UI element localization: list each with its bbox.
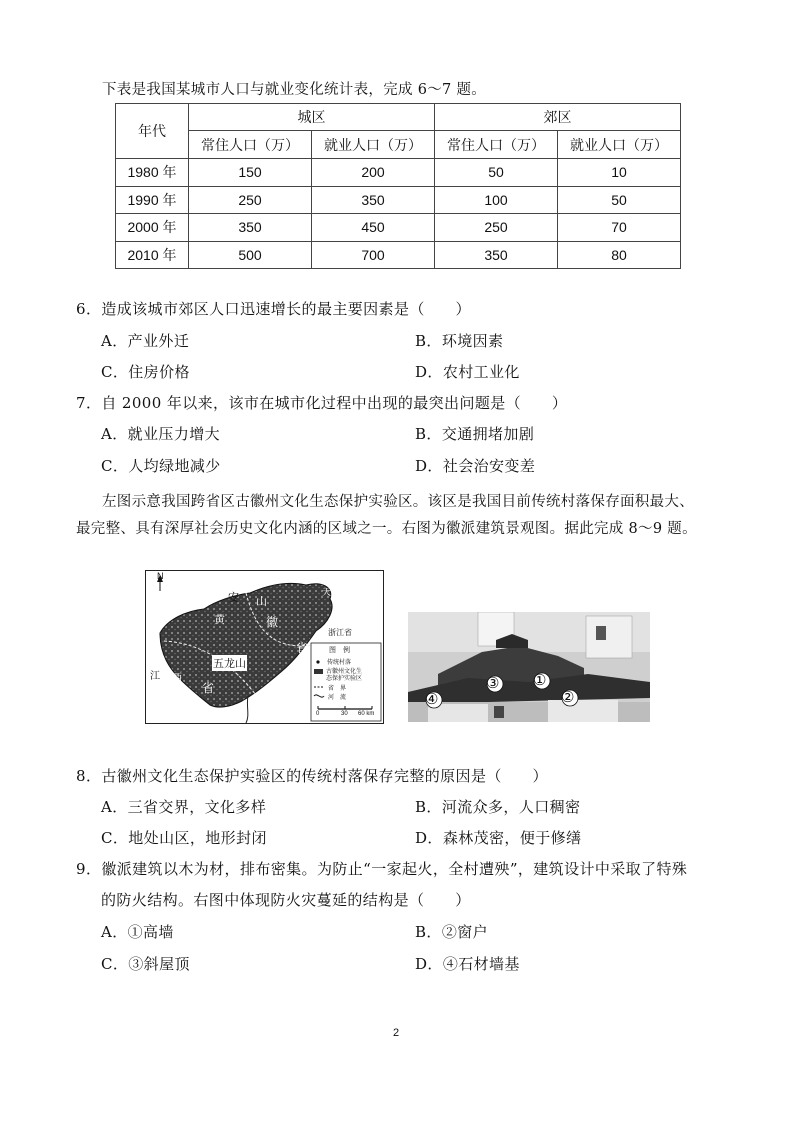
huizhou-architecture-photo [408, 612, 650, 722]
table-row [116, 241, 681, 269]
label-anhui-1: 安 [228, 591, 239, 604]
legend-zone-symbol [314, 669, 323, 674]
question-8-option-d[interactable]: D．森林茂密，便于修缮 [415, 829, 582, 847]
label-sheng-1: 省 [296, 641, 309, 655]
label-xi: 西 [172, 673, 182, 684]
question-9-stem-line-2: 的防火结构。右图中体现防火灾蔓延的结构是（ ） [101, 891, 471, 909]
scale-label-60: 60 km [358, 711, 375, 717]
photo-marker-1: ① [533, 671, 547, 689]
legend-village-label: 传统村落 [327, 659, 352, 666]
cell-year: 2010 年 [116, 241, 189, 269]
cell-suburb-employed: 80 [558, 241, 681, 269]
cell-suburb-resident: 350 [435, 241, 558, 269]
cell-year: 1980 年 [116, 159, 189, 187]
cell-suburb-resident: 50 [435, 159, 558, 187]
header-suburb-resident: 常住人口（万） [435, 131, 558, 159]
legend-title: 图 例 [329, 646, 350, 654]
cell-suburb-employed: 70 [558, 214, 681, 242]
question-8-stem: 8．古徽州文化生态保护实验区的传统村落保存完整的原因是（ ） [76, 767, 548, 785]
question-9-option-c[interactable]: C．③斜屋顶 [101, 955, 190, 973]
question-6-stem: 6．造成该城市郊区人口迅速增长的最主要因素是（ ） [76, 300, 471, 318]
question-7-option-b[interactable]: B．交通拥堵加剧 [415, 425, 535, 443]
table-row [116, 186, 681, 214]
question-6-option-c[interactable]: C．住房价格 [101, 363, 190, 381]
river [246, 695, 248, 723]
question-6-option-a[interactable]: A．产业外迁 [101, 332, 190, 350]
question-7-option-d[interactable]: D．社会治安变差 [415, 457, 536, 475]
cell-urban-employed: 350 [312, 186, 435, 214]
table-row [116, 159, 681, 187]
question-8-option-a[interactable]: A．三省交界，文化多样 [101, 798, 267, 816]
cell-urban-employed: 700 [312, 241, 435, 269]
page-number: 2 [393, 1027, 400, 1039]
header-suburb: 郊区 [435, 104, 681, 131]
cell-year: 1990 年 [116, 186, 189, 214]
legend-zone-label-2: 态保护实验区 [326, 675, 363, 682]
question-9-stem-line-1: 9．徽派建筑以木为材，排布密集。为防止“一家起火，全村遭殃”，建筑设计中采取了特殊 [76, 860, 688, 878]
header-urban-employed: 就业人口（万） [312, 131, 435, 159]
cell-suburb-employed: 10 [558, 159, 681, 187]
question-9-option-a[interactable]: A．①高墙 [101, 923, 174, 941]
figure-intro-line-1: 左图示意我国跨省区古徽州文化生态保护实验区。该区是我国目前传统村落保存面积最大、 [102, 494, 694, 510]
photo-marker-3: ③ [486, 674, 500, 692]
scale-label-0: 0 [316, 711, 320, 717]
label-jiang: 江 [150, 671, 160, 682]
question-9-option-d[interactable]: D．④石材墙基 [415, 955, 520, 973]
cell-urban-resident: 350 [189, 214, 312, 242]
cell-urban-resident: 500 [189, 241, 312, 269]
north-label: N [157, 571, 164, 581]
population-table [115, 103, 681, 269]
cell-suburb-resident: 100 [435, 186, 558, 214]
figure-intro-line-2: 最完整、具有深厚社会历史文化内涵的区域之一。右图为徽派建筑景观图。据此完成 8～9 题。 [76, 521, 697, 537]
question-7-option-c[interactable]: C．人均绿地减少 [101, 457, 221, 475]
cell-urban-employed: 200 [312, 159, 435, 187]
question-6-option-b[interactable]: B．环境因素 [415, 332, 504, 350]
cell-urban-employed: 450 [312, 214, 435, 242]
photo-marker-4: ④ [425, 690, 439, 708]
cell-year: 2000 年 [116, 214, 189, 242]
table-row [116, 214, 681, 242]
legend-village-symbol [316, 660, 319, 663]
legend-zone-label-1: 古徽州文化生 [326, 668, 363, 675]
label-huang-2: 山 [256, 595, 267, 608]
cell-suburb-employed: 50 [558, 186, 681, 214]
header-year: 年代 [116, 104, 189, 159]
question-9-option-b[interactable]: B．②窗户 [415, 923, 489, 941]
table-intro: 下表是我国某城市人口与就业变化统计表，完成 6～7 题。 [102, 82, 487, 98]
header-suburb-employed: 就业人口（万） [558, 131, 681, 159]
cell-suburb-resident: 250 [435, 214, 558, 242]
label-hui: 徽 [266, 615, 279, 629]
header-urban-resident: 常住人口（万） [189, 131, 312, 159]
question-7-option-a[interactable]: A．就业压力增大 [101, 425, 221, 443]
huizhou-map [145, 570, 384, 724]
label-sheng-2: 省 [202, 681, 215, 695]
label-anhui-2: 黄 [214, 613, 225, 626]
label-zhejiang: 浙江省 [328, 628, 352, 637]
cell-urban-resident: 150 [189, 159, 312, 187]
question-7-stem: 7．自 2000 年以来，该市在城市化过程中出现的最突出问题是（ ） [76, 394, 568, 412]
question-6-option-d[interactable]: D．农村工业化 [415, 363, 520, 381]
legend-border-label: 省 界 [328, 685, 347, 692]
label-tianmu: 天目山 [322, 588, 350, 598]
photo-graphic [408, 612, 650, 722]
scale-label-30: 30 [341, 711, 348, 717]
question-8-option-c[interactable]: C．地处山区，地形封闭 [101, 829, 267, 847]
cell-urban-resident: 250 [189, 186, 312, 214]
header-urban: 城区 [189, 104, 435, 131]
legend-river-label: 河 流 [328, 694, 347, 701]
photo-marker-2: ② [561, 688, 575, 706]
label-wulong: 五龙山 [213, 657, 246, 670]
question-8-option-b[interactable]: B．河流众多，人口稠密 [415, 798, 581, 816]
